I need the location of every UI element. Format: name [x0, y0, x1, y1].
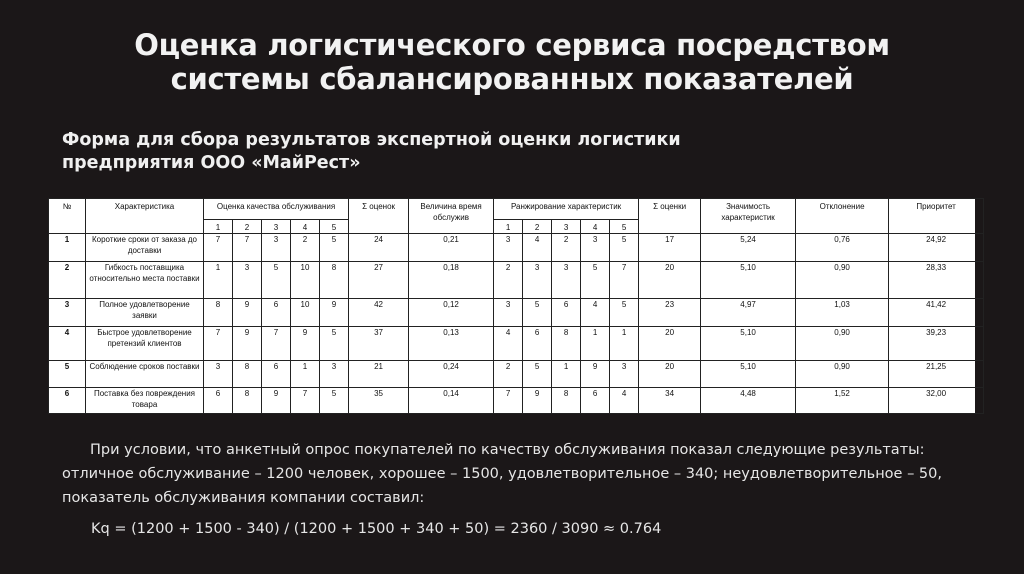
- rank-cell: 3: [552, 262, 581, 298]
- col-header-priority: Приоритет: [889, 199, 984, 234]
- quality-score-cell: 7: [291, 387, 320, 413]
- rank-cell: 3: [610, 361, 639, 387]
- sum2-cell: 23: [639, 298, 701, 326]
- sum2-cell: 17: [639, 234, 701, 262]
- quality-sub-1: 1: [204, 220, 233, 234]
- sum-cell: 24: [349, 234, 409, 262]
- quality-score-cell: 9: [233, 327, 262, 361]
- quality-score-cell: 7: [204, 234, 233, 262]
- rank-cell: 3: [581, 234, 610, 262]
- characteristic-cell: Соблюдение сроков поставки: [86, 361, 204, 387]
- quality-score-cell: 7: [233, 234, 262, 262]
- time-cell: 0,12: [409, 298, 494, 326]
- rank-cell: 6: [581, 387, 610, 413]
- table-row: [49, 361, 984, 387]
- rank-cell: 6: [523, 327, 552, 361]
- sum-cell: 42: [349, 298, 409, 326]
- col-header-quality: Оценка качества обслуживания: [204, 199, 349, 220]
- row-number: 2: [49, 262, 86, 298]
- rank-cell: 1: [610, 327, 639, 361]
- deviation-cell: 0,90: [796, 361, 889, 387]
- evaluation-table: [48, 198, 984, 414]
- ranking-sub-2: 2: [523, 220, 552, 234]
- priority-cell: 32,00: [889, 387, 984, 413]
- quality-score-cell: 5: [262, 262, 291, 298]
- row-number: 1: [49, 234, 86, 262]
- quality-score-cell: 10: [291, 262, 320, 298]
- kq-formula: Kq = (1200 + 1500 - 340) / (1200 + 1500 + 340 + 50) = 2360 / 3090 ≈ 0.764: [91, 521, 662, 537]
- rank-cell: 9: [523, 387, 552, 413]
- rank-cell: 4: [610, 387, 639, 413]
- row-number: 6: [49, 387, 86, 413]
- col-header-ranking: Ранжирование характеристик: [494, 199, 639, 220]
- quality-score-cell: 3: [320, 361, 349, 387]
- significance-cell: 5,10: [701, 262, 796, 298]
- priority-cell: 21,25: [889, 361, 984, 387]
- quality-score-cell: 1: [291, 361, 320, 387]
- ranking-sub-3: 3: [552, 220, 581, 234]
- quality-score-cell: 9: [233, 298, 262, 326]
- quality-score-cell: 6: [262, 298, 291, 326]
- sum2-cell: 20: [639, 327, 701, 361]
- significance-cell: 5,10: [701, 327, 796, 361]
- sum2-cell: 34: [639, 387, 701, 413]
- rank-cell: 4: [523, 234, 552, 262]
- rank-cell: 2: [494, 262, 523, 298]
- quality-sub-2: 2: [233, 220, 262, 234]
- rank-cell: 9: [581, 361, 610, 387]
- quality-score-cell: 7: [204, 327, 233, 361]
- col-header-deviation: Отклонение: [796, 199, 889, 234]
- quality-sub-4: 4: [291, 220, 320, 234]
- rank-cell: 8: [552, 387, 581, 413]
- ranking-sub-4: 4: [581, 220, 610, 234]
- rank-cell: 2: [494, 361, 523, 387]
- quality-score-cell: 5: [320, 327, 349, 361]
- rank-cell: 3: [523, 262, 552, 298]
- section-subtitle: [62, 129, 762, 175]
- header-row: [49, 199, 984, 220]
- characteristic-cell: Полное удовлетворение заявки: [86, 298, 204, 326]
- significance-cell: 5,10: [701, 361, 796, 387]
- quality-score-cell: 3: [204, 361, 233, 387]
- time-cell: 0,21: [409, 234, 494, 262]
- sum-cell: 37: [349, 327, 409, 361]
- quality-score-cell: 8: [233, 387, 262, 413]
- table-body: [49, 234, 984, 414]
- row-number: 5: [49, 361, 86, 387]
- ranking-sub-5: 5: [610, 220, 639, 234]
- rank-cell: 1: [581, 327, 610, 361]
- priority-cell: 41,42: [889, 298, 984, 326]
- col-header-num: №: [49, 199, 86, 234]
- deviation-cell: 0,90: [796, 327, 889, 361]
- time-cell: 0,14: [409, 387, 494, 413]
- rank-cell: 6: [552, 298, 581, 326]
- rank-cell: 2: [552, 234, 581, 262]
- priority-cell: 28,33: [889, 262, 984, 298]
- quality-score-cell: 9: [320, 298, 349, 326]
- rank-cell: 3: [494, 298, 523, 326]
- characteristic-cell: Гибкость поставщика относительно места поставки: [86, 262, 204, 298]
- sum2-cell: 20: [639, 361, 701, 387]
- quality-score-cell: 8: [320, 262, 349, 298]
- ranking-sub-1: 1: [494, 220, 523, 234]
- rank-cell: 5: [581, 262, 610, 298]
- quality-score-cell: 1: [204, 262, 233, 298]
- quality-score-cell: 5: [320, 234, 349, 262]
- priority-cell: 24,92: [889, 234, 984, 262]
- deviation-cell: 0,76: [796, 234, 889, 262]
- paragraph-text: При условии, что анкетный опрос покупателей по качеству обслуживания показал следующие результаты: отличное обслуживание – 1200 человек, хорошее – 1500, удовлетворительное – 340; неудовлетворительное – 50, показатель обслуживания компании составил:: [62, 442, 942, 506]
- table-row: [49, 234, 984, 262]
- significance-cell: 4,48: [701, 387, 796, 413]
- quality-score-cell: 8: [204, 298, 233, 326]
- col-header-sum2: Σ оценки: [639, 199, 701, 234]
- table-row: [49, 298, 984, 326]
- title-line-2: системы сбалансированных показателей: [170, 62, 854, 96]
- row-number: 4: [49, 327, 86, 361]
- sum-cell: 27: [349, 262, 409, 298]
- quality-sub-5: 5: [320, 220, 349, 234]
- rank-cell: 5: [523, 298, 552, 326]
- sum2-cell: 20: [639, 262, 701, 298]
- characteristic-cell: Быстрое удовлетворение претензий клиентов: [86, 327, 204, 361]
- title-line-1: Оценка логистического сервиса посредством: [134, 28, 890, 62]
- rank-cell: 5: [610, 298, 639, 326]
- row-number: 3: [49, 298, 86, 326]
- significance-cell: 5,24: [701, 234, 796, 262]
- rank-cell: 3: [494, 234, 523, 262]
- priority-cell: 39,23: [889, 327, 984, 361]
- subtitle-line-2: предприятия ООО «МайРест»: [62, 153, 361, 173]
- significance-cell: 4,97: [701, 298, 796, 326]
- quality-score-cell: 3: [233, 262, 262, 298]
- characteristic-cell: Короткие сроки от заказа до доставки: [86, 234, 204, 262]
- quality-score-cell: 7: [262, 327, 291, 361]
- col-header-significance: Значимость характеристик: [701, 199, 796, 234]
- rank-cell: 7: [494, 387, 523, 413]
- time-cell: 0,13: [409, 327, 494, 361]
- deviation-cell: 1,03: [796, 298, 889, 326]
- subtitle-line-1: Форма для сбора результатов экспертной оценки логистики: [62, 130, 681, 150]
- quality-score-cell: 8: [233, 361, 262, 387]
- page-title: [0, 28, 1024, 96]
- rank-cell: 5: [523, 361, 552, 387]
- col-header-sum: Σ оценок: [349, 199, 409, 234]
- rank-cell: 4: [494, 327, 523, 361]
- deviation-cell: 0,90: [796, 262, 889, 298]
- table-row: [49, 327, 984, 361]
- rank-cell: 7: [610, 262, 639, 298]
- quality-score-cell: 3: [262, 234, 291, 262]
- deviation-cell: 1,52: [796, 387, 889, 413]
- rank-cell: 1: [552, 361, 581, 387]
- table-row: [49, 262, 984, 298]
- characteristic-cell: Поставка без повреждения товара: [86, 387, 204, 413]
- quality-score-cell: 9: [262, 387, 291, 413]
- rank-cell: 4: [581, 298, 610, 326]
- col-header-characteristic: Характеристика: [86, 199, 204, 234]
- conditions-paragraph: [62, 438, 982, 510]
- sum-cell: 35: [349, 387, 409, 413]
- quality-score-cell: 10: [291, 298, 320, 326]
- time-cell: 0,18: [409, 262, 494, 298]
- quality-score-cell: 6: [204, 387, 233, 413]
- quality-score-cell: 9: [291, 327, 320, 361]
- time-cell: 0,24: [409, 361, 494, 387]
- rank-cell: 5: [610, 234, 639, 262]
- rank-cell: 8: [552, 327, 581, 361]
- quality-score-cell: 6: [262, 361, 291, 387]
- table-row: [49, 387, 984, 413]
- quality-score-cell: 5: [320, 387, 349, 413]
- col-header-time: Величина время обслужив: [409, 199, 494, 234]
- quality-score-cell: 2: [291, 234, 320, 262]
- evaluation-table-container: [48, 198, 975, 414]
- quality-sub-3: 3: [262, 220, 291, 234]
- sum-cell: 21: [349, 361, 409, 387]
